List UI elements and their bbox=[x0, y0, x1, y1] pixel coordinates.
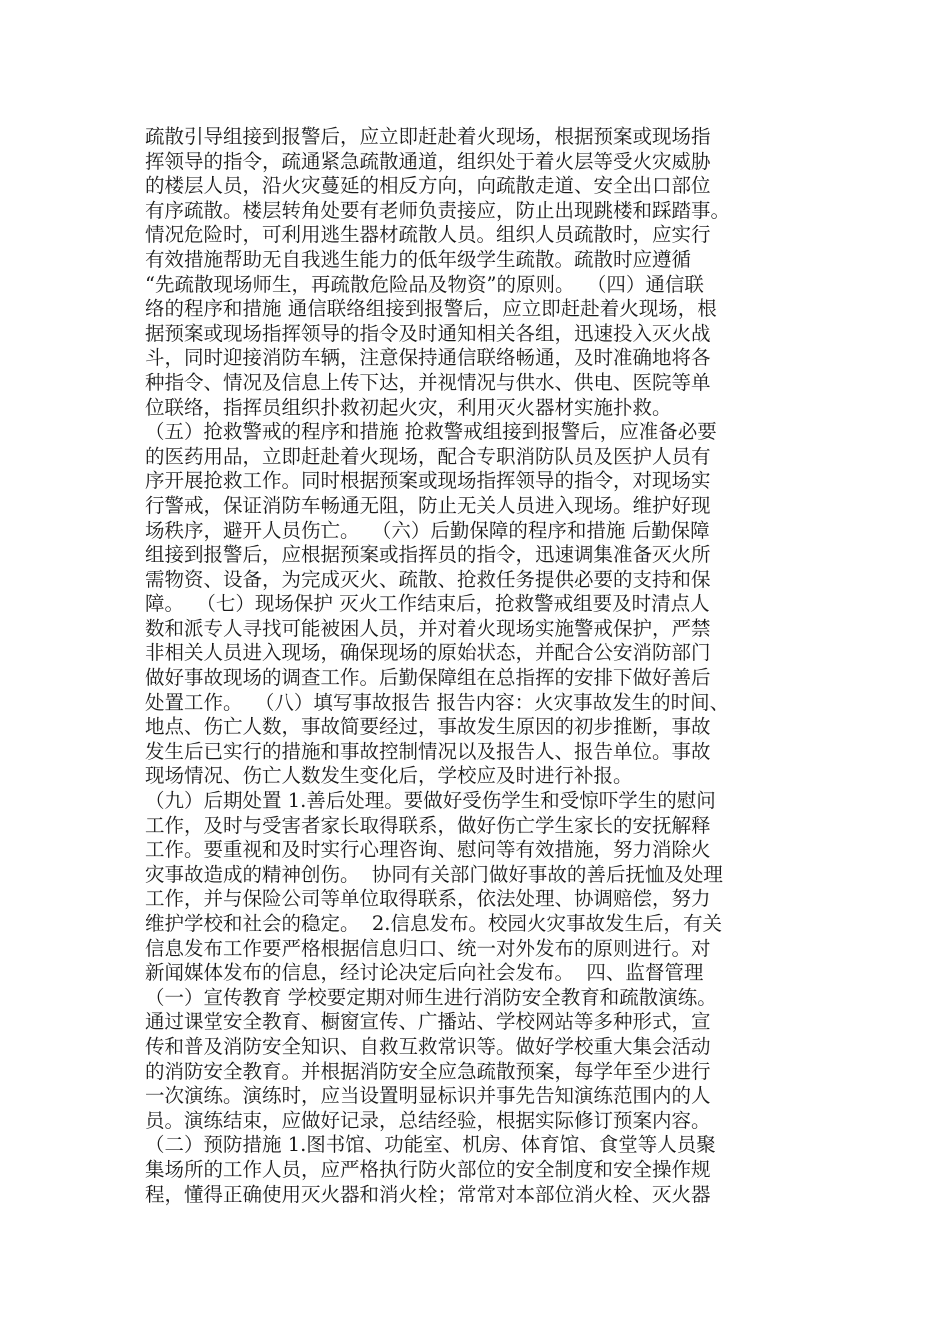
text-line: 障。 （七）现场保护 灭火工作结束后，抢救警戒组要及时清点人 bbox=[145, 592, 710, 616]
text-line: 信息发布工作要严格根据信息归口、统一对外发布的原则进行。对 bbox=[145, 936, 711, 960]
text-line: 种指令、情况及信息上传下达，并视情况与供水、供电、医院等单 bbox=[145, 370, 711, 394]
text-line: 的楼层人员，沿火灾蔓延的相反方向，向疏散走道、安全出口部位 bbox=[145, 174, 711, 198]
text-line: 行警戒，保证消防车畅通无阻，防止无关人员进入现场。维护好现 bbox=[145, 493, 711, 517]
text-line: 组接到报警后，应根据预案或指挥员的指令，迅速调集准备灭火所 bbox=[145, 543, 711, 567]
text-line: 场秩序，避开人员伤亡。 （六）后勤保障的程序和措施 后勤保障 bbox=[145, 518, 710, 542]
text-line: 数和派专人寻找可能被困人员，并对着火现场实施警戒保护，严禁 bbox=[145, 616, 711, 640]
text-line: 情况危险时，可利用逃生器材疏散人员。组织人员疏散时，应实行 bbox=[145, 223, 711, 247]
text-line: 非相关人员进入现场，确保现场的原始状态，并配合公安消防部门 bbox=[145, 641, 711, 665]
text-line: 地点、伤亡人数，事故简要经过，事故发生原因的初步推断，事故 bbox=[145, 715, 711, 739]
text-line: 工作，及时与受害者家长取得联系，做好伤亡学生家长的安抚解释 bbox=[145, 813, 711, 837]
text-line: “先疏散现场师生，再疏散危险品及物资”的原则。 （四）通信联 bbox=[145, 272, 704, 296]
text-line: 程，懂得正确使用灭火器和消火栓；常常对本部位消火栓、灭火器 bbox=[145, 1182, 711, 1206]
text-line: 一次演练。演练时，应当设置明显标识并事先告知演练范围内的人 bbox=[145, 1084, 711, 1108]
text-line: 需物资、设备，为完成灭火、疏散、抢救任务提供必要的支持和保 bbox=[145, 567, 711, 591]
text-line: 工作，并与保险公司等单位取得联系，依法处理、协调赔偿，努力 bbox=[145, 887, 711, 911]
text-line: 络的程序和措施 通信联络组接到报警后，应立即赶赴着火现场，根 bbox=[145, 297, 717, 321]
text-line: （一）宣传教育 学校要定期对师生进行消防安全教育和疏散演练。 bbox=[145, 985, 717, 1009]
text-line: 序开展抢救工作。同时根据预案或现场指挥领导的指令，对现场实 bbox=[145, 469, 711, 493]
text-line: 员。演练结束，应做好记录，总结经验，根据实际修订预案内容。 bbox=[145, 1108, 711, 1132]
text-line: 的医药用品，立即赶赴着火现场，配合专职消防队员及医护人员有 bbox=[145, 444, 711, 468]
text-line: 维护学校和社会的稳定。 2.信息发布。校园火灾事故发生后，有关 bbox=[145, 912, 723, 935]
text-line: 的消防安全教育。并根据消防安全应急疏散预案，每学年至少进行 bbox=[145, 1059, 711, 1083]
text-line: 工作。要重视和及时实行心理咨询、慰问等有效措施，努力消除火 bbox=[145, 838, 711, 862]
text-line: 据预案或现场指挥领导的指令及时通知相关各组，迅速投入灭火战 bbox=[145, 321, 711, 345]
text-line: 新闻媒体发布的信息，经讨论决定后向社会发布。 四、监督管理 bbox=[145, 961, 704, 985]
text-line: 斗，同时迎接消防车辆，注意保持通信联络畅通，及时准确地将各 bbox=[145, 346, 711, 370]
text-line: 做好事故现场的调查工作。后勤保障组在总指挥的安排下做好善后 bbox=[145, 666, 711, 690]
text-line: 集场所的工作人员，应严格执行防火部位的安全制度和安全操作规 bbox=[145, 1157, 711, 1181]
text-line: 有序疏散。楼层转角处要有老师负责接应，防止出现跳楼和踩踏事。 bbox=[145, 198, 731, 222]
text-line: 挥领导的指令，疏通紧急疏散通道，组织处于着火层等受火灾威胁 bbox=[145, 149, 711, 173]
text-line: 有效措施帮助无自我逃生能力的低年级学生疏散。疏散时应遵循 bbox=[145, 247, 692, 271]
body-text bbox=[145, 125, 815, 1207]
text-line: 通过课堂安全教育、橱窗宣传、广播站、学校网站等多种形式，宣 bbox=[145, 1010, 711, 1034]
text-line: （九）后期处置 1.善后处理。要做好受伤学生和受惊吓学生的慰问 bbox=[145, 789, 716, 813]
text-line: 位联络，指挥员组织扑救初起火灾，利用灭火器材实施扑救。 bbox=[145, 395, 672, 419]
text-line: 疏散引导组接到报警后，应立即赶赴着火现场，根据预案或现场指 bbox=[145, 125, 711, 148]
text-line: 现场情况、伤亡人数发生变化后，学校应及时进行补报。 bbox=[145, 764, 633, 788]
text-line: （二）预防措施 1.图书馆、功能室、机房、体育馆、食堂等人员聚 bbox=[145, 1133, 716, 1157]
text-line: 灾事故造成的精神创伤。 协同有关部门做好事故的善后抚恤及处理 bbox=[145, 862, 723, 886]
text-line: 处置工作。 （八）填写事故报告 报告内容：火灾事故发生的时间、 bbox=[145, 690, 730, 714]
text-line: （五）抢救警戒的程序和措施 抢救警戒组接到报警后，应准备必要 bbox=[145, 420, 717, 444]
text-line: 传和普及消防安全知识、自救互救常识等。做好学校重大集会活动 bbox=[145, 1034, 711, 1058]
text-line: 发生后已实行的措施和事故控制情况以及报告人、报告单位。事故 bbox=[145, 739, 711, 763]
